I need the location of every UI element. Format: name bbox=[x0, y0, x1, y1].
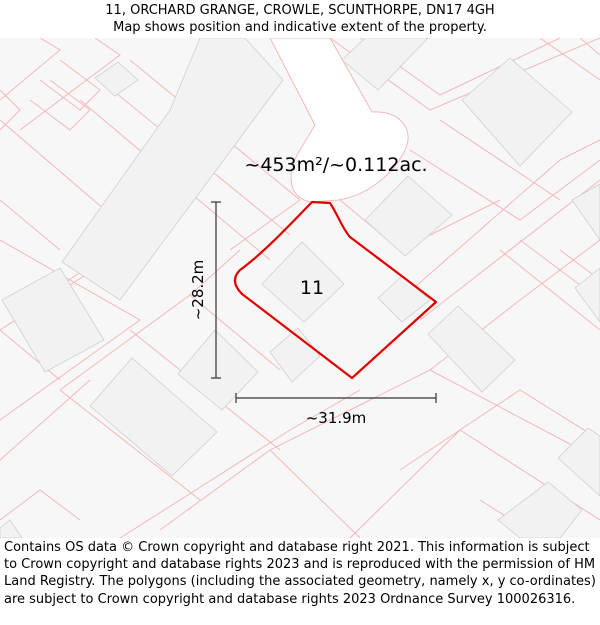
width-dimension-label: ~31.9m bbox=[305, 409, 367, 427]
height-dimension-label: ~28.2m bbox=[189, 259, 207, 321]
property-address: 11, ORCHARD GRANGE, CROWLE, SCUNTHORPE, DN17 4GH bbox=[105, 3, 495, 18]
copyright-attribution: Contains OS data © Crown copyright and database right 2021. This information is subject to Crown copyright and database rights 2023 and is reproduced with the permission of HM Land Registry. The polygons (including the associated geometry, namely x, y co-ordinates) are subject to Crown copyright and database rights 2023 Ordnance Survey 100026316. bbox=[4, 540, 596, 607]
map-header bbox=[0, 0, 600, 38]
area-label: ~453m²/~0.112ac. bbox=[244, 154, 428, 176]
plot-number-label: 11 bbox=[299, 277, 325, 299]
map-subtitle: Map shows position and indicative extent of the property. bbox=[113, 20, 487, 35]
property-map[interactable] bbox=[0, 38, 600, 538]
